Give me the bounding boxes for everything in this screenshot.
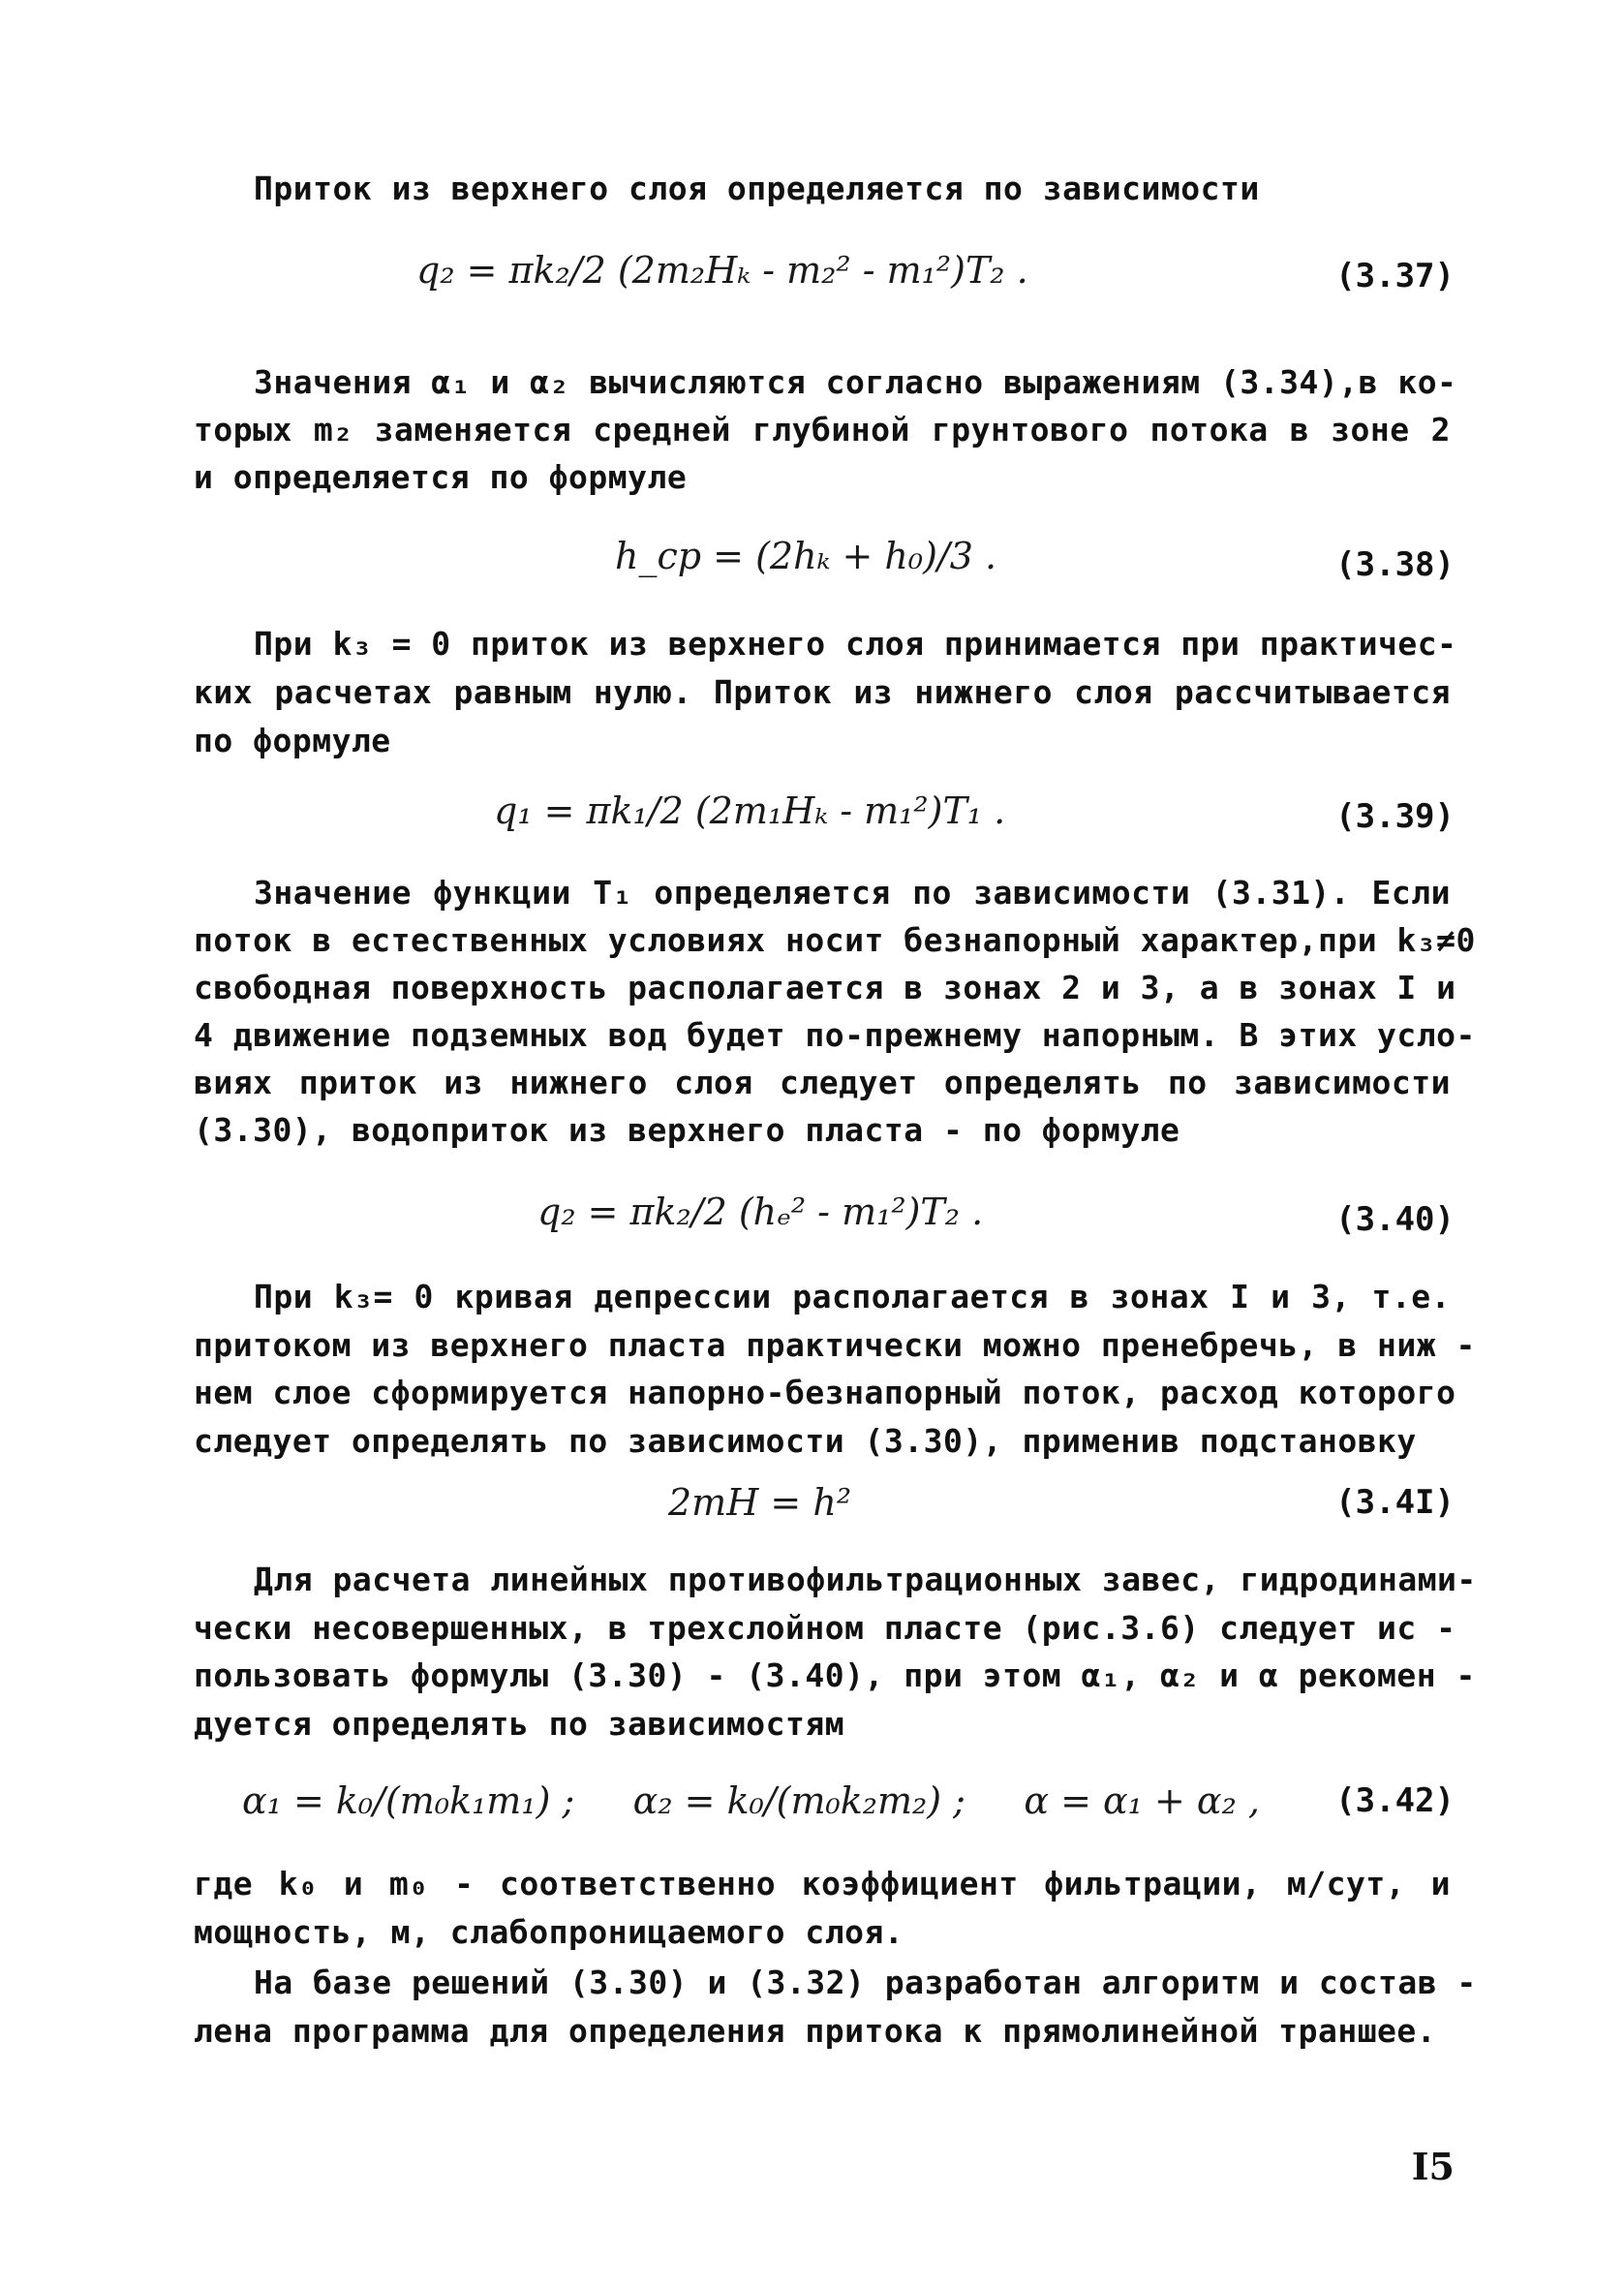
- equation-number: (3.4I): [1335, 1483, 1455, 1522]
- text-line: 4 движение подземных вод будет по-прежнему напорным. В этих усло-: [194, 1016, 1476, 1054]
- formula-3-39: q₁ = πk₁/2 (2m₁Hₖ - m₁²)T₁ .: [494, 789, 1006, 832]
- text-line: ких расчетах равным нулю. Приток из нижнего слоя рассчитывается: [194, 673, 1451, 711]
- text-line: Приток из верхнего слоя определяется по зависимости: [254, 170, 1260, 207]
- text-line: торых m₂ заменяется средней глубиной грунтового потока в зоне 2: [194, 411, 1451, 449]
- equation-number: (3.40): [1335, 1200, 1455, 1239]
- formula-3-38: h_cp = (2hₖ + h₀)/3 .: [615, 535, 997, 577]
- equation-number: (3.42): [1335, 1781, 1455, 1820]
- formula-3-42: α₁ = k₀/(m₀k₁m₁) ; α₂ = k₀/(m₀k₂m₂) ; α = α₁ + α₂ ,: [242, 1779, 1260, 1822]
- text-line: пользовать формулы (3.30) - (3.40), при этом α₁, α₂ и α рекомен -: [194, 1656, 1476, 1694]
- text-line: притоком из верхнего пласта практически можно пренебречь, в ниж -: [194, 1326, 1476, 1364]
- formula-3-41: 2mH = h²: [668, 1481, 852, 1524]
- text-line: Для расчета линейных противофильтрационных завес, гидродинами-: [254, 1561, 1477, 1598]
- formula-3-40: q₂ = πk₂/2 (hₑ² - m₁²)T₂ .: [537, 1191, 984, 1233]
- text-line: следует определять по зависимости (3.30), применив подстановку: [194, 1422, 1417, 1460]
- equation-number: (3.38): [1335, 545, 1455, 584]
- text-line: нем слое сформируется напорно-безнапорный поток, расход которого: [194, 1374, 1456, 1411]
- page-number: I5: [1411, 2145, 1455, 2188]
- text-line: где k₀ и m₀ - соответственно коэффициент фильтрации, м/сут, и: [194, 1865, 1451, 1902]
- text-line: (3.30), водоприток из верхнего пласта - по формуле: [194, 1111, 1180, 1149]
- text-line: мощность, м, слабопроницаемого слоя.: [194, 1913, 904, 1951]
- text-line: Значение функции T₁ определяется по зависимости (3.31). Если: [254, 874, 1451, 912]
- equation-number: (3.39): [1335, 797, 1455, 836]
- text-line: виях приток из нижнего слоя следует определять по зависимости: [194, 1064, 1451, 1101]
- text-line: Значения α₁ и α₂ вычисляются согласно выражениям (3.34),в ко-: [254, 363, 1457, 401]
- text-line: свободная поверхность располагается в зонах 2 и 3, а в зонах I и: [194, 969, 1456, 1006]
- equation-number: (3.37): [1335, 257, 1455, 295]
- text-line: дуется определять по зависимостям: [194, 1705, 845, 1743]
- text-line: поток в естественных условиях носит безнапорный характер,при k₃≠0: [194, 921, 1476, 959]
- text-line: и определяется по формуле: [194, 458, 688, 496]
- text-line: лена программа для определения притока к прямолинейной траншее.: [194, 2012, 1437, 2050]
- text-line: по формуле: [194, 722, 391, 759]
- text-line: При k₃= 0 кривая депрессии располагается в зонах I и 3, т.е.: [254, 1278, 1451, 1315]
- formula-3-37: q₂ = πk₂/2 (2m₂Hₖ - m₂² - m₁²)T₂ .: [416, 249, 1028, 292]
- text-line: На базе решений (3.30) и (3.32) разработан алгоритм и состав -: [254, 1964, 1477, 2001]
- text-line: При k₃ = 0 приток из верхнего слоя принимается при практичес-: [254, 625, 1457, 663]
- text-line: чески несовершенных, в трехслойном пласте (рис.3.6) следует ис -: [194, 1609, 1456, 1647]
